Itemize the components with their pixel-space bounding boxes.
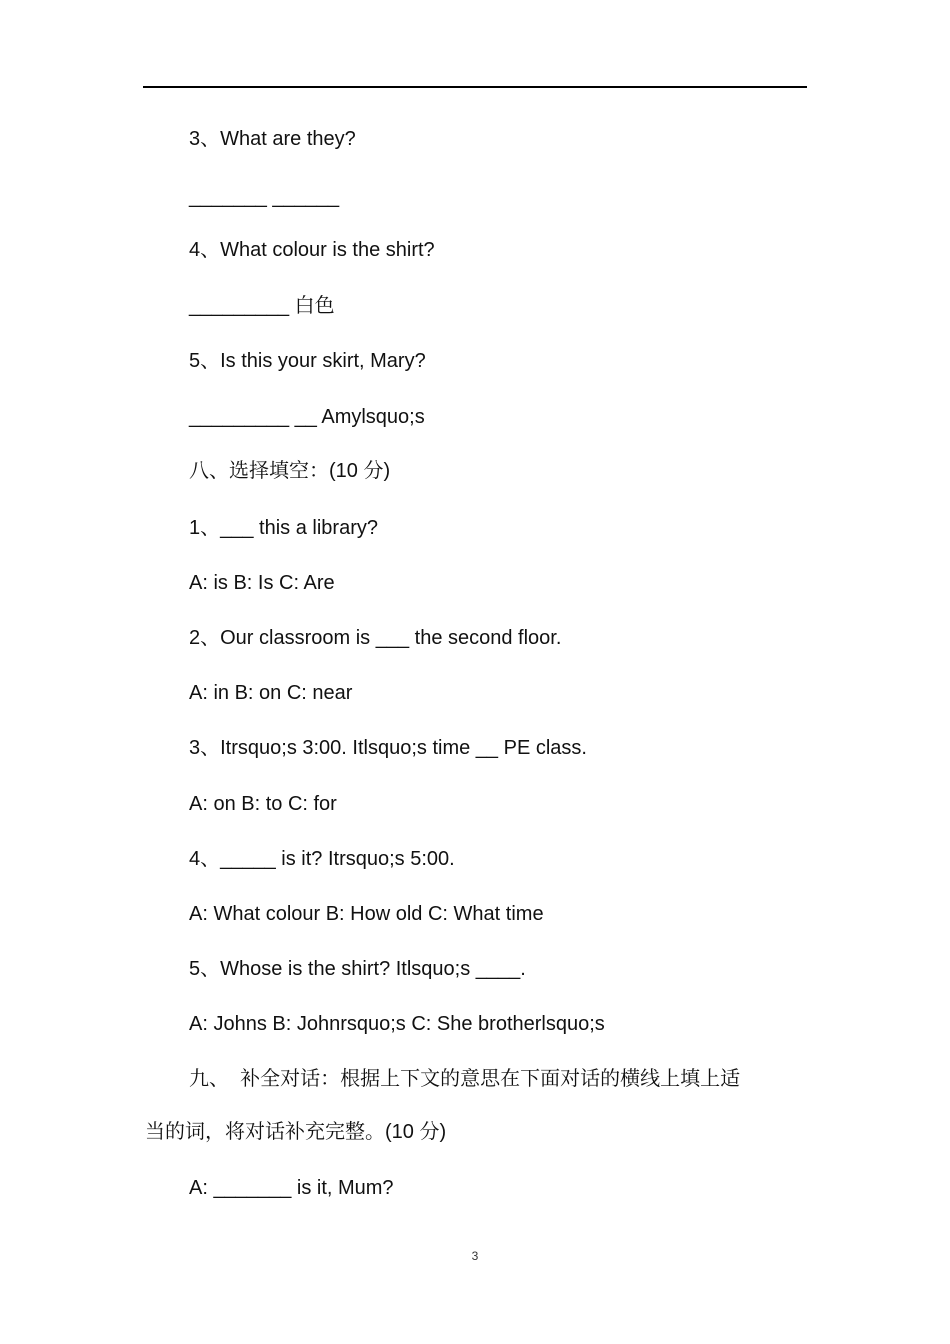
answer-blank-4: _________ 白色	[189, 295, 335, 317]
question-3: 3、What are they?	[189, 128, 356, 150]
choice-question-3: 3、Itrsquo;s 3:00. Itlsquo;s time __ PE class.	[189, 737, 587, 759]
dialog-line-1: A: _______ is it, Mum?	[189, 1177, 394, 1199]
page-number: 3	[471, 1249, 479, 1263]
choice-options-2: A: in B: on C: near	[189, 682, 353, 704]
choice-options-4: A: What colour B: How old C: What time	[189, 903, 544, 925]
answer-blank-3: _______ ______	[189, 186, 340, 208]
question-5: 5、Is this your skirt, Mary?	[189, 350, 426, 372]
choice-question-4: 4、_____ is it? Itrsquo;s 5:00.	[189, 848, 455, 870]
question-4: 4、What colour is the shirt?	[189, 239, 435, 261]
choice-question-1: 1、___ this a library?	[189, 517, 378, 539]
answer-blank-5: _________ __ Amylsquo;s	[189, 406, 425, 428]
header-rule	[143, 86, 807, 88]
choice-question-5: 5、Whose is the shirt? Itlsquo;s ____.	[189, 958, 526, 980]
section-9-heading-continued: 当的词，将对话补充完整。(10 分)	[145, 1121, 447, 1143]
choice-options-5: A: Johns B: Johnrsquo;s C: She brotherlsquo;s	[189, 1013, 605, 1035]
choice-options-1: A: is B: Is C: Are	[189, 572, 335, 594]
choice-options-3: A: on B: to C: for	[189, 793, 337, 815]
section-9-heading: 九、 补全对话：根据上下文的意思在下面对话的横线上填上适	[189, 1068, 741, 1090]
section-8-heading: 八、选择填空：(10 分)	[189, 460, 391, 482]
choice-question-2: 2、Our classroom is ___ the second floor.	[189, 627, 562, 649]
